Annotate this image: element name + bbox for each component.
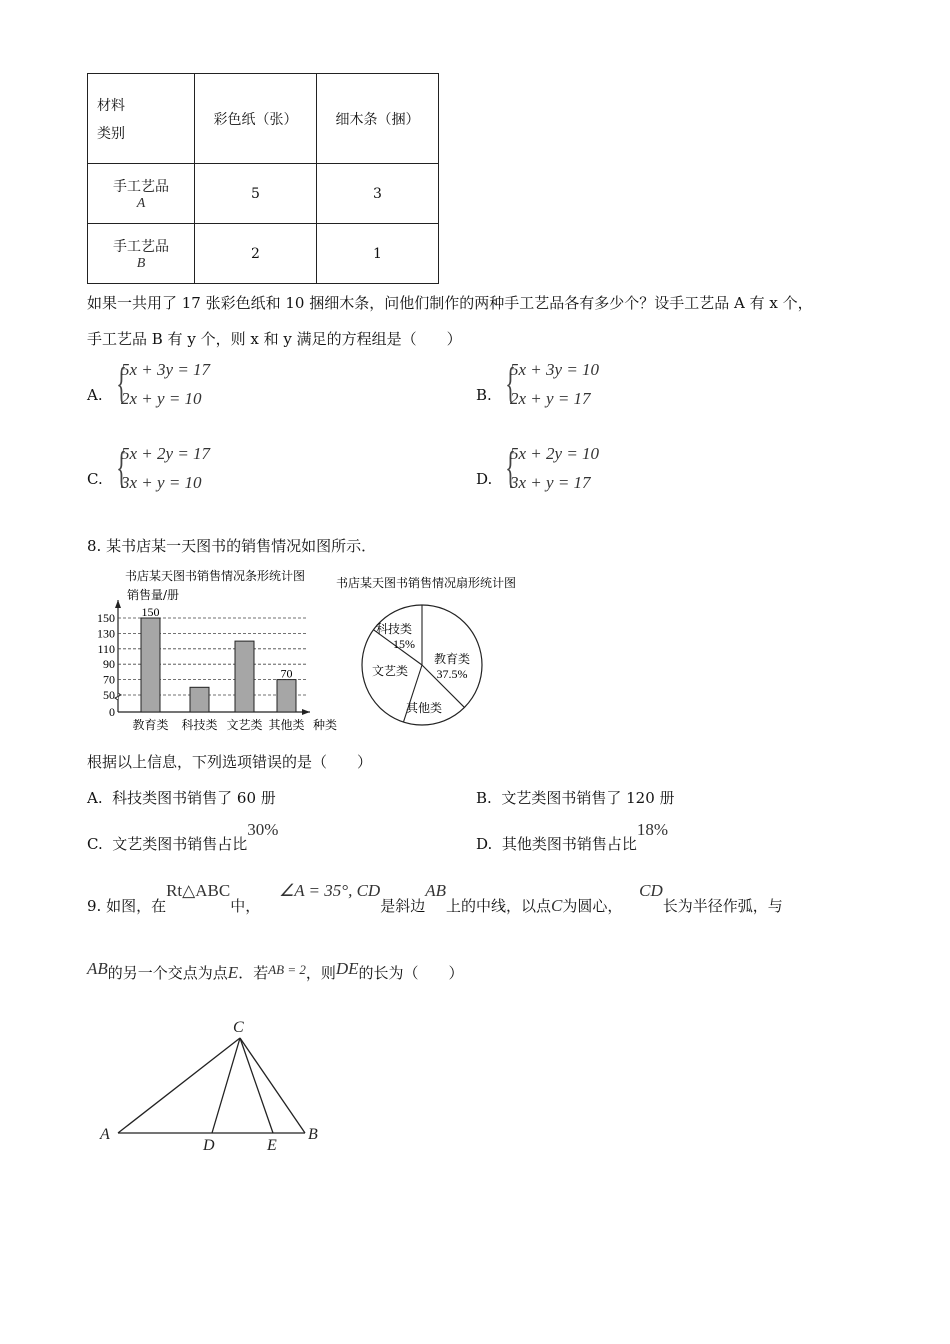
equation-2: 3x + y = 10 xyxy=(121,473,202,492)
q9-line2: AB的另一个交点为点E．若AB = 2，则DE的长为（ ） xyxy=(87,959,464,982)
cell: 1 xyxy=(317,224,439,284)
equation-2: 2x + y = 10 xyxy=(121,389,202,408)
bar-科技类 xyxy=(190,687,209,712)
q8-question: 根据以上信息，下列选项错误的是（ ） xyxy=(87,753,373,771)
y-axis-arrow-icon xyxy=(115,600,121,608)
bar-教育类 xyxy=(141,618,160,712)
brace: { xyxy=(116,359,127,408)
x-tick-label: 其他类 xyxy=(268,718,305,732)
y-tick-label: 50 xyxy=(103,688,115,702)
label-e: E xyxy=(267,1137,277,1154)
q7-line1: 如果一共用了 17 张彩色纸和 10 捆细木条，问他们制作的两种手工艺品各有多少个？设手工艺品 A 有 x 个， xyxy=(87,294,813,312)
pie-chart-title: 书店某天图书销售情况扇形统计图 xyxy=(336,576,517,590)
x-tick-label: 科技类 xyxy=(181,718,218,732)
bar-data-label: 70 xyxy=(280,666,293,681)
y-tick-label: 110 xyxy=(97,641,115,656)
segment-ce xyxy=(240,1038,273,1133)
q9-line1: 9. 如图，在Rt△ABC中， ∠A = 35°, CD是斜边AB上的中线，以点C为圆心， CD长为半径作弧，与 xyxy=(87,881,783,915)
equation-2: 2x + y = 17 xyxy=(510,389,591,408)
bar-文艺类 xyxy=(235,641,254,712)
y-axis-label: 销售量/册 xyxy=(127,588,180,602)
y-tick-label: 90 xyxy=(103,657,115,672)
corner-top: 材料 xyxy=(97,97,125,114)
row-label: 手工艺品 A xyxy=(88,164,195,224)
equation-1: 5x + 3y = 10 xyxy=(510,360,600,379)
label-a: A xyxy=(100,1126,110,1143)
q7-line2: 手工艺品 B 有 y 个，则 x 和 y 满足的方程组是（ ） xyxy=(87,330,462,348)
segment-ac xyxy=(118,1038,240,1133)
label-d: D xyxy=(203,1137,215,1154)
option-label: D. xyxy=(476,470,493,488)
q8-option-a[interactable]: A. 科技类图书销售了 60 册 xyxy=(87,789,276,807)
cell: 2 xyxy=(195,224,317,284)
equation-2: 3x + y = 17 xyxy=(510,473,591,492)
header-col2: 细木条（捆） xyxy=(317,74,439,164)
x-tick-label: 文艺类 xyxy=(226,718,263,732)
corner-bottom: 类别 xyxy=(97,125,125,142)
x-axis-arrow-icon xyxy=(302,709,310,715)
y-tick-label: 0 xyxy=(109,705,115,719)
q8-option-d[interactable]: D. 其他类图书销售占比18% xyxy=(476,820,668,853)
pie-label-科技类: 科技类 xyxy=(375,622,413,636)
x-axis-label: 种类 xyxy=(313,718,338,732)
label-c: C xyxy=(233,1019,244,1036)
equation-1: 5x + 2y = 17 xyxy=(121,444,211,463)
y-tick-label: 70 xyxy=(103,672,115,687)
triangle-figure xyxy=(90,1010,350,1160)
option-label: A. xyxy=(87,386,103,404)
bar-data-label: 150 xyxy=(141,605,160,619)
row-label: 手工艺品 B xyxy=(88,224,195,284)
cell: 5 xyxy=(195,164,317,224)
pie-label-文艺类: 文艺类 xyxy=(371,664,409,678)
segment-cb xyxy=(240,1038,305,1133)
pie-label-其他类: 其他类 xyxy=(405,701,443,715)
q8-option-b[interactable]: B. 文艺类图书销售了 120 册 xyxy=(476,789,675,807)
table-row xyxy=(88,224,439,284)
q8-option-c[interactable]: C. 文艺类图书销售占比30% xyxy=(87,820,279,853)
axis-break xyxy=(115,693,121,700)
label-b: B xyxy=(308,1126,318,1143)
header-col1: 彩色纸（张） xyxy=(195,74,317,164)
materials-table xyxy=(87,73,439,284)
equation-1: 5x + 2y = 10 xyxy=(510,444,600,463)
x-tick-label: 教育类 xyxy=(132,718,169,732)
table-row xyxy=(88,164,439,224)
pie-label-教育类: 教育类 xyxy=(433,652,471,666)
charts xyxy=(85,560,555,740)
y-tick-label: 130 xyxy=(97,626,115,641)
cell: 3 xyxy=(317,164,439,224)
pie-pct-label: 37.5% xyxy=(436,667,468,681)
segment-cd xyxy=(212,1038,240,1133)
corner-header xyxy=(88,74,195,164)
q8-stem: 8. 某书店某一天图书的销售情况如图所示． xyxy=(87,537,377,555)
pie-pct-label: 15% xyxy=(393,637,415,651)
option-label: C. xyxy=(87,470,103,488)
equation-1: 5x + 3y = 17 xyxy=(121,360,211,379)
bar-chart-title: 书店某天图书销售情况条形统计图 xyxy=(125,569,306,583)
brace: { xyxy=(116,443,127,492)
option-label: B. xyxy=(476,386,492,404)
bar-其他类 xyxy=(277,680,296,712)
brace: { xyxy=(505,359,516,408)
y-tick-label: 150 xyxy=(97,611,115,625)
brace: { xyxy=(505,443,516,492)
